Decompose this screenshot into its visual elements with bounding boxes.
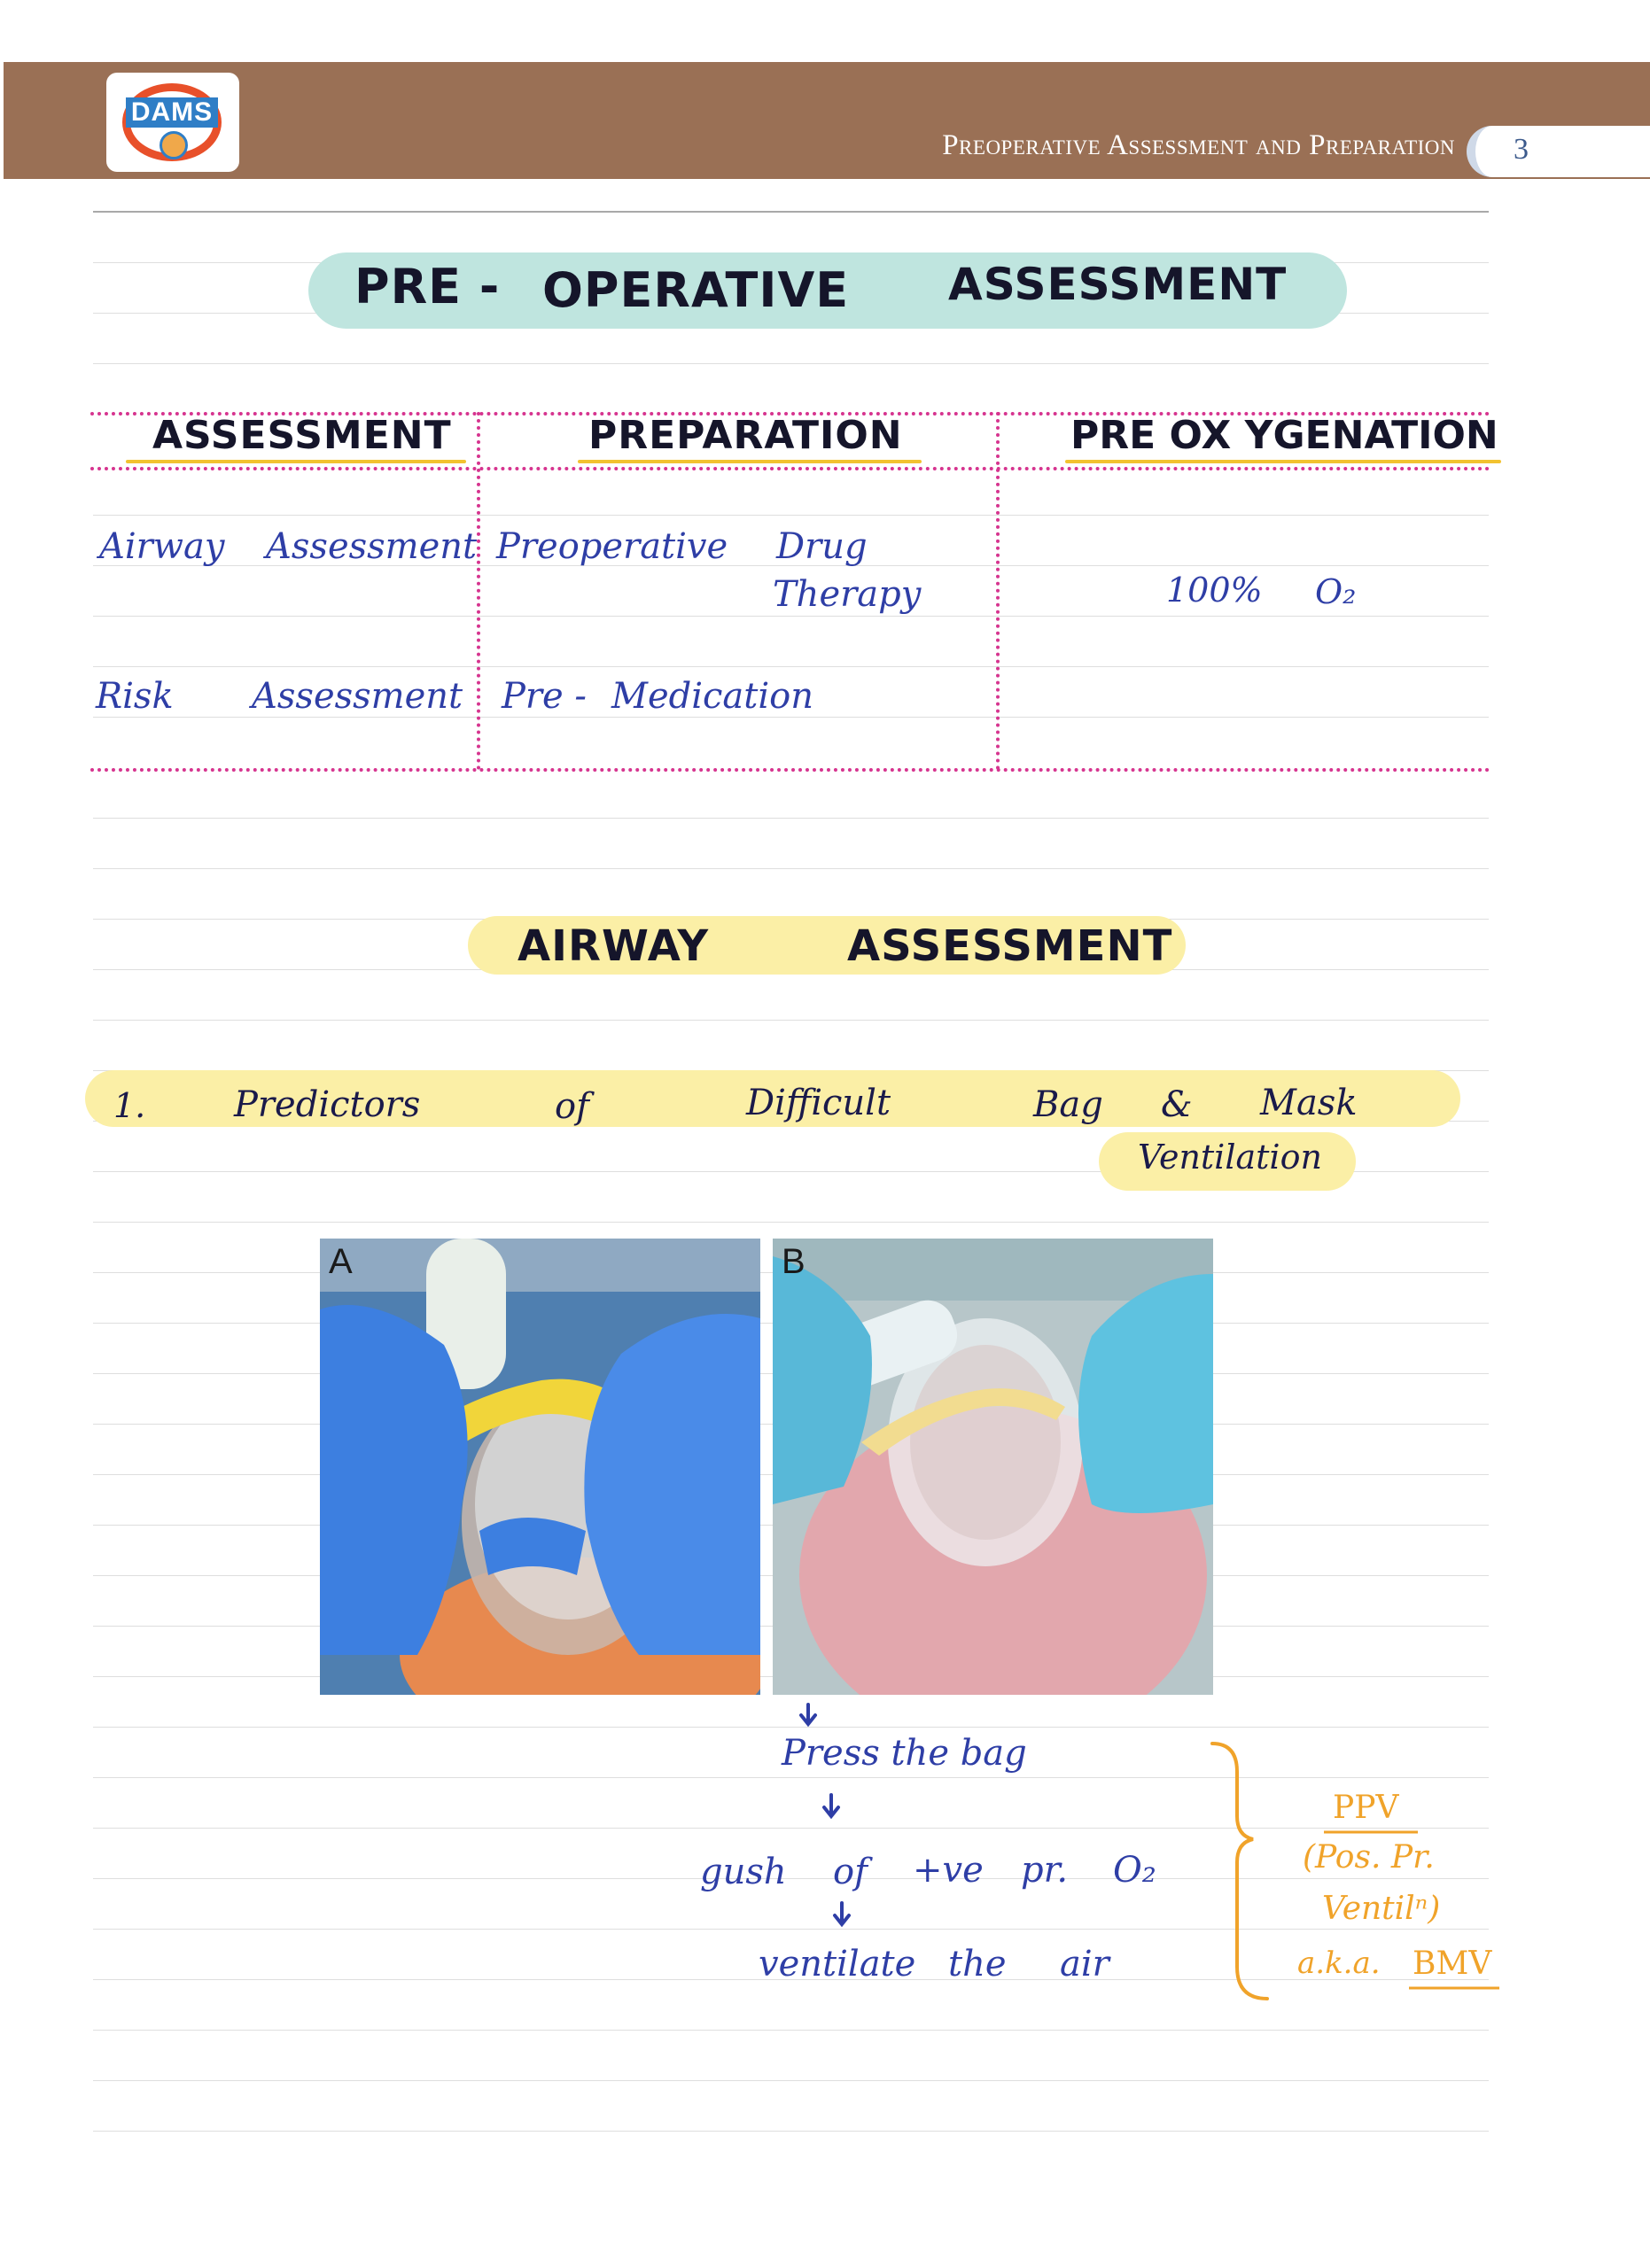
point-word-and: & bbox=[1161, 1084, 1193, 1125]
table-header-border bbox=[90, 467, 1490, 470]
logo-figure-icon bbox=[160, 131, 188, 159]
rule-line bbox=[93, 1727, 1489, 1728]
arrow-down-icon bbox=[801, 1705, 815, 1724]
header-underline bbox=[126, 460, 466, 463]
point-word-difficult: Difficult bbox=[746, 1083, 891, 1123]
preoxygenation-gas: O₂ bbox=[1315, 572, 1357, 611]
dams-logo bbox=[106, 73, 239, 172]
col-header-preparation: PREPARATION bbox=[588, 413, 903, 458]
side-note-ventil: Ventilⁿ) bbox=[1322, 1891, 1441, 1927]
preoxygenation-value: 100% bbox=[1166, 571, 1263, 610]
assessment-item-risk: Risk bbox=[96, 676, 174, 717]
point-word-ventilation: Ventilation bbox=[1138, 1138, 1322, 1177]
rule-line bbox=[93, 1020, 1489, 1021]
rule-line bbox=[93, 717, 1489, 718]
col-header-preoxygenation: PRE OX YGENATION bbox=[1070, 413, 1498, 458]
flow-step-pressure: pr. bbox=[1021, 1850, 1069, 1891]
curly-brace-icon bbox=[1212, 1744, 1267, 1999]
preparation-item-drug: Drug bbox=[776, 526, 868, 567]
figure-a-illustration bbox=[320, 1239, 760, 1695]
rule-line bbox=[93, 1777, 1489, 1778]
assessment-item-risk-2: Assessment bbox=[252, 676, 463, 717]
title-part-operative: OPERATIVE bbox=[542, 262, 850, 318]
header-underline bbox=[1065, 460, 1501, 463]
figure-b-illustration bbox=[773, 1239, 1213, 1695]
figure-b-photo bbox=[773, 1239, 1213, 1695]
rule-line bbox=[93, 2080, 1489, 2081]
point-word-mask: Mask bbox=[1260, 1083, 1358, 1123]
arrow-down-icon bbox=[824, 1795, 838, 1816]
rule-line bbox=[93, 868, 1489, 869]
table-bottom-border bbox=[90, 768, 1490, 772]
flow-step-gush: gush bbox=[700, 1852, 787, 1892]
rule-line bbox=[93, 1929, 1489, 1930]
preparation-item-therapy: Therapy bbox=[773, 574, 922, 615]
rule-line bbox=[93, 363, 1489, 364]
rule-line bbox=[93, 211, 1489, 213]
col-header-assessment: ASSESSMENT bbox=[152, 413, 452, 458]
preparation-item-pre: Pre - bbox=[502, 676, 587, 717]
rule-line bbox=[93, 2131, 1489, 2132]
header-underline bbox=[578, 460, 922, 463]
rule-line bbox=[93, 666, 1489, 667]
side-note-bmv: BMV bbox=[1413, 1946, 1492, 1982]
page-number: 3 bbox=[1514, 133, 1529, 166]
rule-line bbox=[93, 616, 1489, 617]
flow-step-o2: O₂ bbox=[1113, 1850, 1156, 1891]
rule-line bbox=[93, 1828, 1489, 1829]
assessment-item-airway: Airway bbox=[99, 526, 225, 567]
point-number: 1. bbox=[113, 1086, 146, 1125]
flow-step-positive: +ve bbox=[913, 1850, 984, 1891]
page-number-tab bbox=[1467, 126, 1650, 177]
assessment-item-airway-2: Assessment bbox=[266, 526, 478, 567]
rule-line bbox=[93, 2030, 1489, 2031]
logo-text: DAMS bbox=[126, 97, 218, 128]
chapter-title: Preoperative Assessment and Preparation bbox=[942, 129, 1455, 161]
point-word-predictors: Predictors bbox=[234, 1084, 421, 1125]
rule-line bbox=[93, 1222, 1489, 1223]
point-word-of: of bbox=[555, 1086, 589, 1127]
section-title-airway: AIRWAY bbox=[518, 921, 710, 971]
arrow-down-icon bbox=[835, 1903, 849, 1924]
rule-line bbox=[93, 1878, 1489, 1879]
side-note-ppv: PPV bbox=[1333, 1790, 1399, 1826]
side-note-pos-pr: (Pos. Pr. bbox=[1303, 1839, 1435, 1876]
rule-line bbox=[93, 515, 1489, 516]
flow-step-press: Press the bag bbox=[782, 1733, 1027, 1774]
title-part-pre: PRE - bbox=[354, 259, 501, 315]
title-part-assessment: ASSESSMENT bbox=[948, 259, 1288, 310]
table-col-divider bbox=[996, 412, 1000, 770]
figure-b-label: B bbox=[782, 1242, 806, 1281]
side-note-aka: a.k.a. bbox=[1297, 1946, 1381, 1981]
preparation-item-preop: Preoperative bbox=[496, 526, 728, 567]
table-col-divider bbox=[477, 412, 480, 770]
figure-a-photo bbox=[320, 1239, 760, 1695]
flow-step-ventilate: ventilate bbox=[759, 1944, 916, 1984]
flow-step-air: air bbox=[1060, 1944, 1109, 1984]
flow-step-of: of bbox=[833, 1852, 868, 1892]
section-title-assessment: ASSESSMENT bbox=[847, 921, 1173, 971]
rule-line bbox=[93, 818, 1489, 819]
preparation-item-medication: Medication bbox=[611, 676, 813, 717]
flow-step-the: the bbox=[948, 1944, 1007, 1984]
point-word-bag: Bag bbox=[1033, 1084, 1103, 1125]
figure-a-label: A bbox=[329, 1242, 353, 1281]
